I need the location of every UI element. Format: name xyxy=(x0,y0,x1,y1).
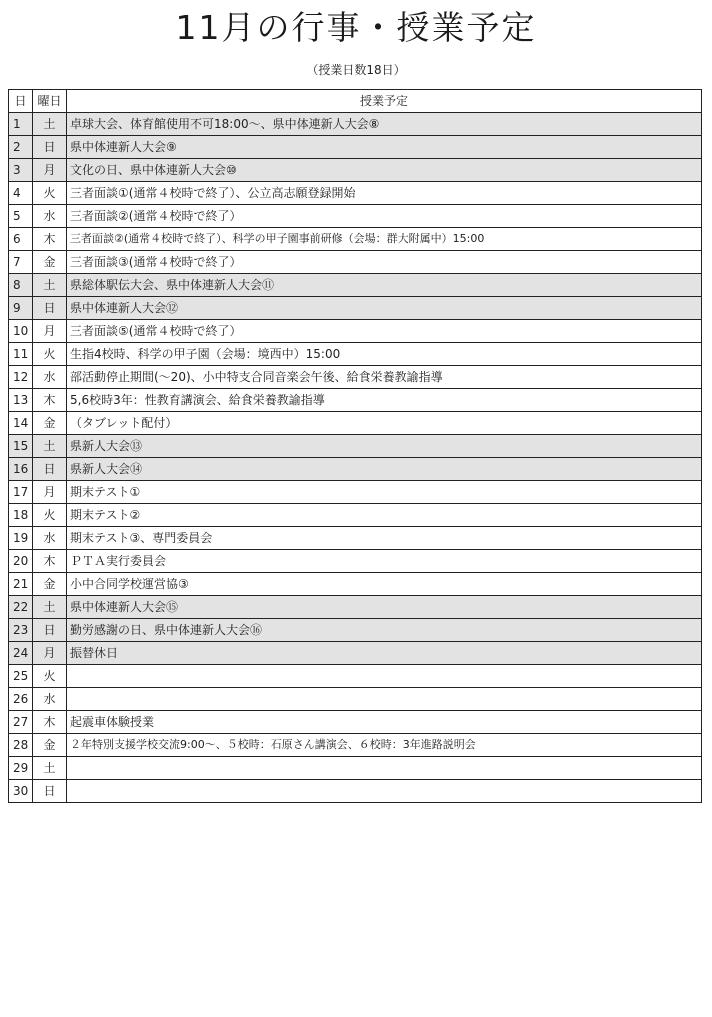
cell-weekday: 日 xyxy=(33,619,67,642)
cell-event: 三者面談①(通常４校時で終了）、公立高志願登録開始 xyxy=(67,182,702,205)
table-row xyxy=(9,389,702,412)
cell-weekday: 月 xyxy=(33,320,67,343)
cell-day: 19 xyxy=(9,527,33,550)
cell-day: 18 xyxy=(9,504,33,527)
cell-event: （タブレット配付） xyxy=(67,412,702,435)
cell-day: 3 xyxy=(9,159,33,182)
cell-event: ２年特別支援学校交流9:00〜、５校時：石原さん講演会、６校時：3年進路説明会 xyxy=(67,734,702,757)
table-row xyxy=(9,780,702,803)
cell-event: ＰＴＡ実行委員会 xyxy=(67,550,702,573)
cell-event: 5,6校時3年：性教育講演会、給食栄養教諭指導 xyxy=(67,389,702,412)
cell-event: 振替休日 xyxy=(67,642,702,665)
cell-event: 卓球大会、体育館使用不可18:00〜、県中体連新人大会⑧ xyxy=(67,113,702,136)
cell-day: 26 xyxy=(9,688,33,711)
cell-weekday: 金 xyxy=(33,251,67,274)
cell-weekday: 月 xyxy=(33,159,67,182)
table-row xyxy=(9,366,702,389)
table-row xyxy=(9,297,702,320)
table-row xyxy=(9,757,702,780)
cell-event: 県中体連新人大会⑨ xyxy=(67,136,702,159)
cell-day: 4 xyxy=(9,182,33,205)
cell-weekday: 水 xyxy=(33,205,67,228)
table-row xyxy=(9,136,702,159)
table-row xyxy=(9,320,702,343)
table-row xyxy=(9,274,702,297)
cell-event xyxy=(67,688,702,711)
page-title: 11月の行事・授業予定 xyxy=(175,8,537,47)
cell-event: 三者面談③(通常４校時で終了） xyxy=(67,251,702,274)
cell-event xyxy=(67,665,702,688)
table-row xyxy=(9,205,702,228)
table-row xyxy=(9,412,702,435)
cell-day: 30 xyxy=(9,780,33,803)
cell-event: 三者面談②(通常４校時で終了）、科学の甲子園事前研修（会場：群大附属中）15:00 xyxy=(67,228,702,251)
cell-weekday: 火 xyxy=(33,504,67,527)
table-row xyxy=(9,458,702,481)
cell-event: 県中体連新人大会⑮ xyxy=(67,596,702,619)
cell-day: 29 xyxy=(9,757,33,780)
header-day: 日 xyxy=(9,90,33,113)
cell-weekday: 木 xyxy=(33,228,67,251)
cell-weekday: 金 xyxy=(33,734,67,757)
cell-weekday: 火 xyxy=(33,343,67,366)
table-row xyxy=(9,343,702,366)
cell-event: 期末テスト① xyxy=(67,481,702,504)
table-row xyxy=(9,435,702,458)
cell-weekday: 木 xyxy=(33,711,67,734)
cell-weekday: 火 xyxy=(33,665,67,688)
cell-weekday: 日 xyxy=(33,136,67,159)
cell-day: 11 xyxy=(9,343,33,366)
cell-event: 起震車体験授業 xyxy=(67,711,702,734)
cell-weekday: 金 xyxy=(33,412,67,435)
cell-weekday: 土 xyxy=(33,113,67,136)
cell-weekday: 土 xyxy=(33,596,67,619)
cell-weekday: 金 xyxy=(33,573,67,596)
cell-day: 22 xyxy=(9,596,33,619)
table-row xyxy=(9,481,702,504)
table-row xyxy=(9,550,702,573)
cell-day: 14 xyxy=(9,412,33,435)
cell-event: 生指4校時、科学の甲子園（会場：境西中）15:00 xyxy=(67,343,702,366)
cell-event: 県新人大会⑬ xyxy=(67,435,702,458)
table-row xyxy=(9,228,702,251)
table-row xyxy=(9,573,702,596)
cell-weekday: 日 xyxy=(33,297,67,320)
cell-day: 28 xyxy=(9,734,33,757)
cell-event: 部活動停止期間(〜20)、小中特支合同音楽会午後、給食栄養教諭指導 xyxy=(67,366,702,389)
cell-day: 10 xyxy=(9,320,33,343)
cell-weekday: 土 xyxy=(33,435,67,458)
cell-day: 23 xyxy=(9,619,33,642)
cell-event: 県総体駅伝大会、県中体連新人大会⑪ xyxy=(67,274,702,297)
table-row xyxy=(9,182,702,205)
cell-day: 24 xyxy=(9,642,33,665)
cell-weekday: 木 xyxy=(33,389,67,412)
cell-day: 17 xyxy=(9,481,33,504)
cell-weekday: 水 xyxy=(33,527,67,550)
schedule-table xyxy=(8,89,702,803)
class-days-subtitle: （授業日数18日） xyxy=(306,63,406,77)
table-row xyxy=(9,688,702,711)
cell-day: 27 xyxy=(9,711,33,734)
table-row xyxy=(9,734,702,757)
cell-event: 三者面談⑤(通常４校時で終了） xyxy=(67,320,702,343)
cell-weekday: 日 xyxy=(33,780,67,803)
cell-event: 県新人大会⑭ xyxy=(67,458,702,481)
cell-day: 8 xyxy=(9,274,33,297)
table-row xyxy=(9,711,702,734)
table-row xyxy=(9,619,702,642)
cell-weekday: 水 xyxy=(33,366,67,389)
cell-day: 25 xyxy=(9,665,33,688)
cell-weekday: 土 xyxy=(33,274,67,297)
table-row xyxy=(9,159,702,182)
table-row xyxy=(9,251,702,274)
cell-day: 9 xyxy=(9,297,33,320)
cell-day: 5 xyxy=(9,205,33,228)
cell-day: 20 xyxy=(9,550,33,573)
schedule-body xyxy=(9,113,702,803)
cell-weekday: 火 xyxy=(33,182,67,205)
cell-day: 7 xyxy=(9,251,33,274)
cell-weekday: 月 xyxy=(33,481,67,504)
table-row xyxy=(9,642,702,665)
cell-day: 13 xyxy=(9,389,33,412)
cell-event: 期末テスト② xyxy=(67,504,702,527)
cell-event xyxy=(67,780,702,803)
cell-day: 6 xyxy=(9,228,33,251)
cell-day: 21 xyxy=(9,573,33,596)
cell-weekday: 月 xyxy=(33,642,67,665)
header-weekday: 曜日 xyxy=(33,90,67,113)
cell-event: 県中体連新人大会⑫ xyxy=(67,297,702,320)
cell-day: 2 xyxy=(9,136,33,159)
cell-weekday: 日 xyxy=(33,458,67,481)
cell-weekday: 土 xyxy=(33,757,67,780)
cell-event xyxy=(67,757,702,780)
cell-day: 16 xyxy=(9,458,33,481)
cell-day: 12 xyxy=(9,366,33,389)
cell-weekday: 木 xyxy=(33,550,67,573)
cell-event: 小中合同学校運営協③ xyxy=(67,573,702,596)
table-row xyxy=(9,504,702,527)
cell-event: 期末テスト③、専門委員会 xyxy=(67,527,702,550)
table-row xyxy=(9,596,702,619)
cell-weekday: 水 xyxy=(33,688,67,711)
table-row xyxy=(9,113,702,136)
cell-day: 1 xyxy=(9,113,33,136)
cell-day: 15 xyxy=(9,435,33,458)
header-event: 授業予定 xyxy=(67,90,702,113)
cell-event: 勤労感謝の日、県中体連新人大会⑯ xyxy=(67,619,702,642)
table-row xyxy=(9,527,702,550)
cell-event: 三者面談②(通常４校時で終了） xyxy=(67,205,702,228)
header-row xyxy=(9,90,702,113)
table-row xyxy=(9,665,702,688)
cell-event: 文化の日、県中体連新人大会⑩ xyxy=(67,159,702,182)
